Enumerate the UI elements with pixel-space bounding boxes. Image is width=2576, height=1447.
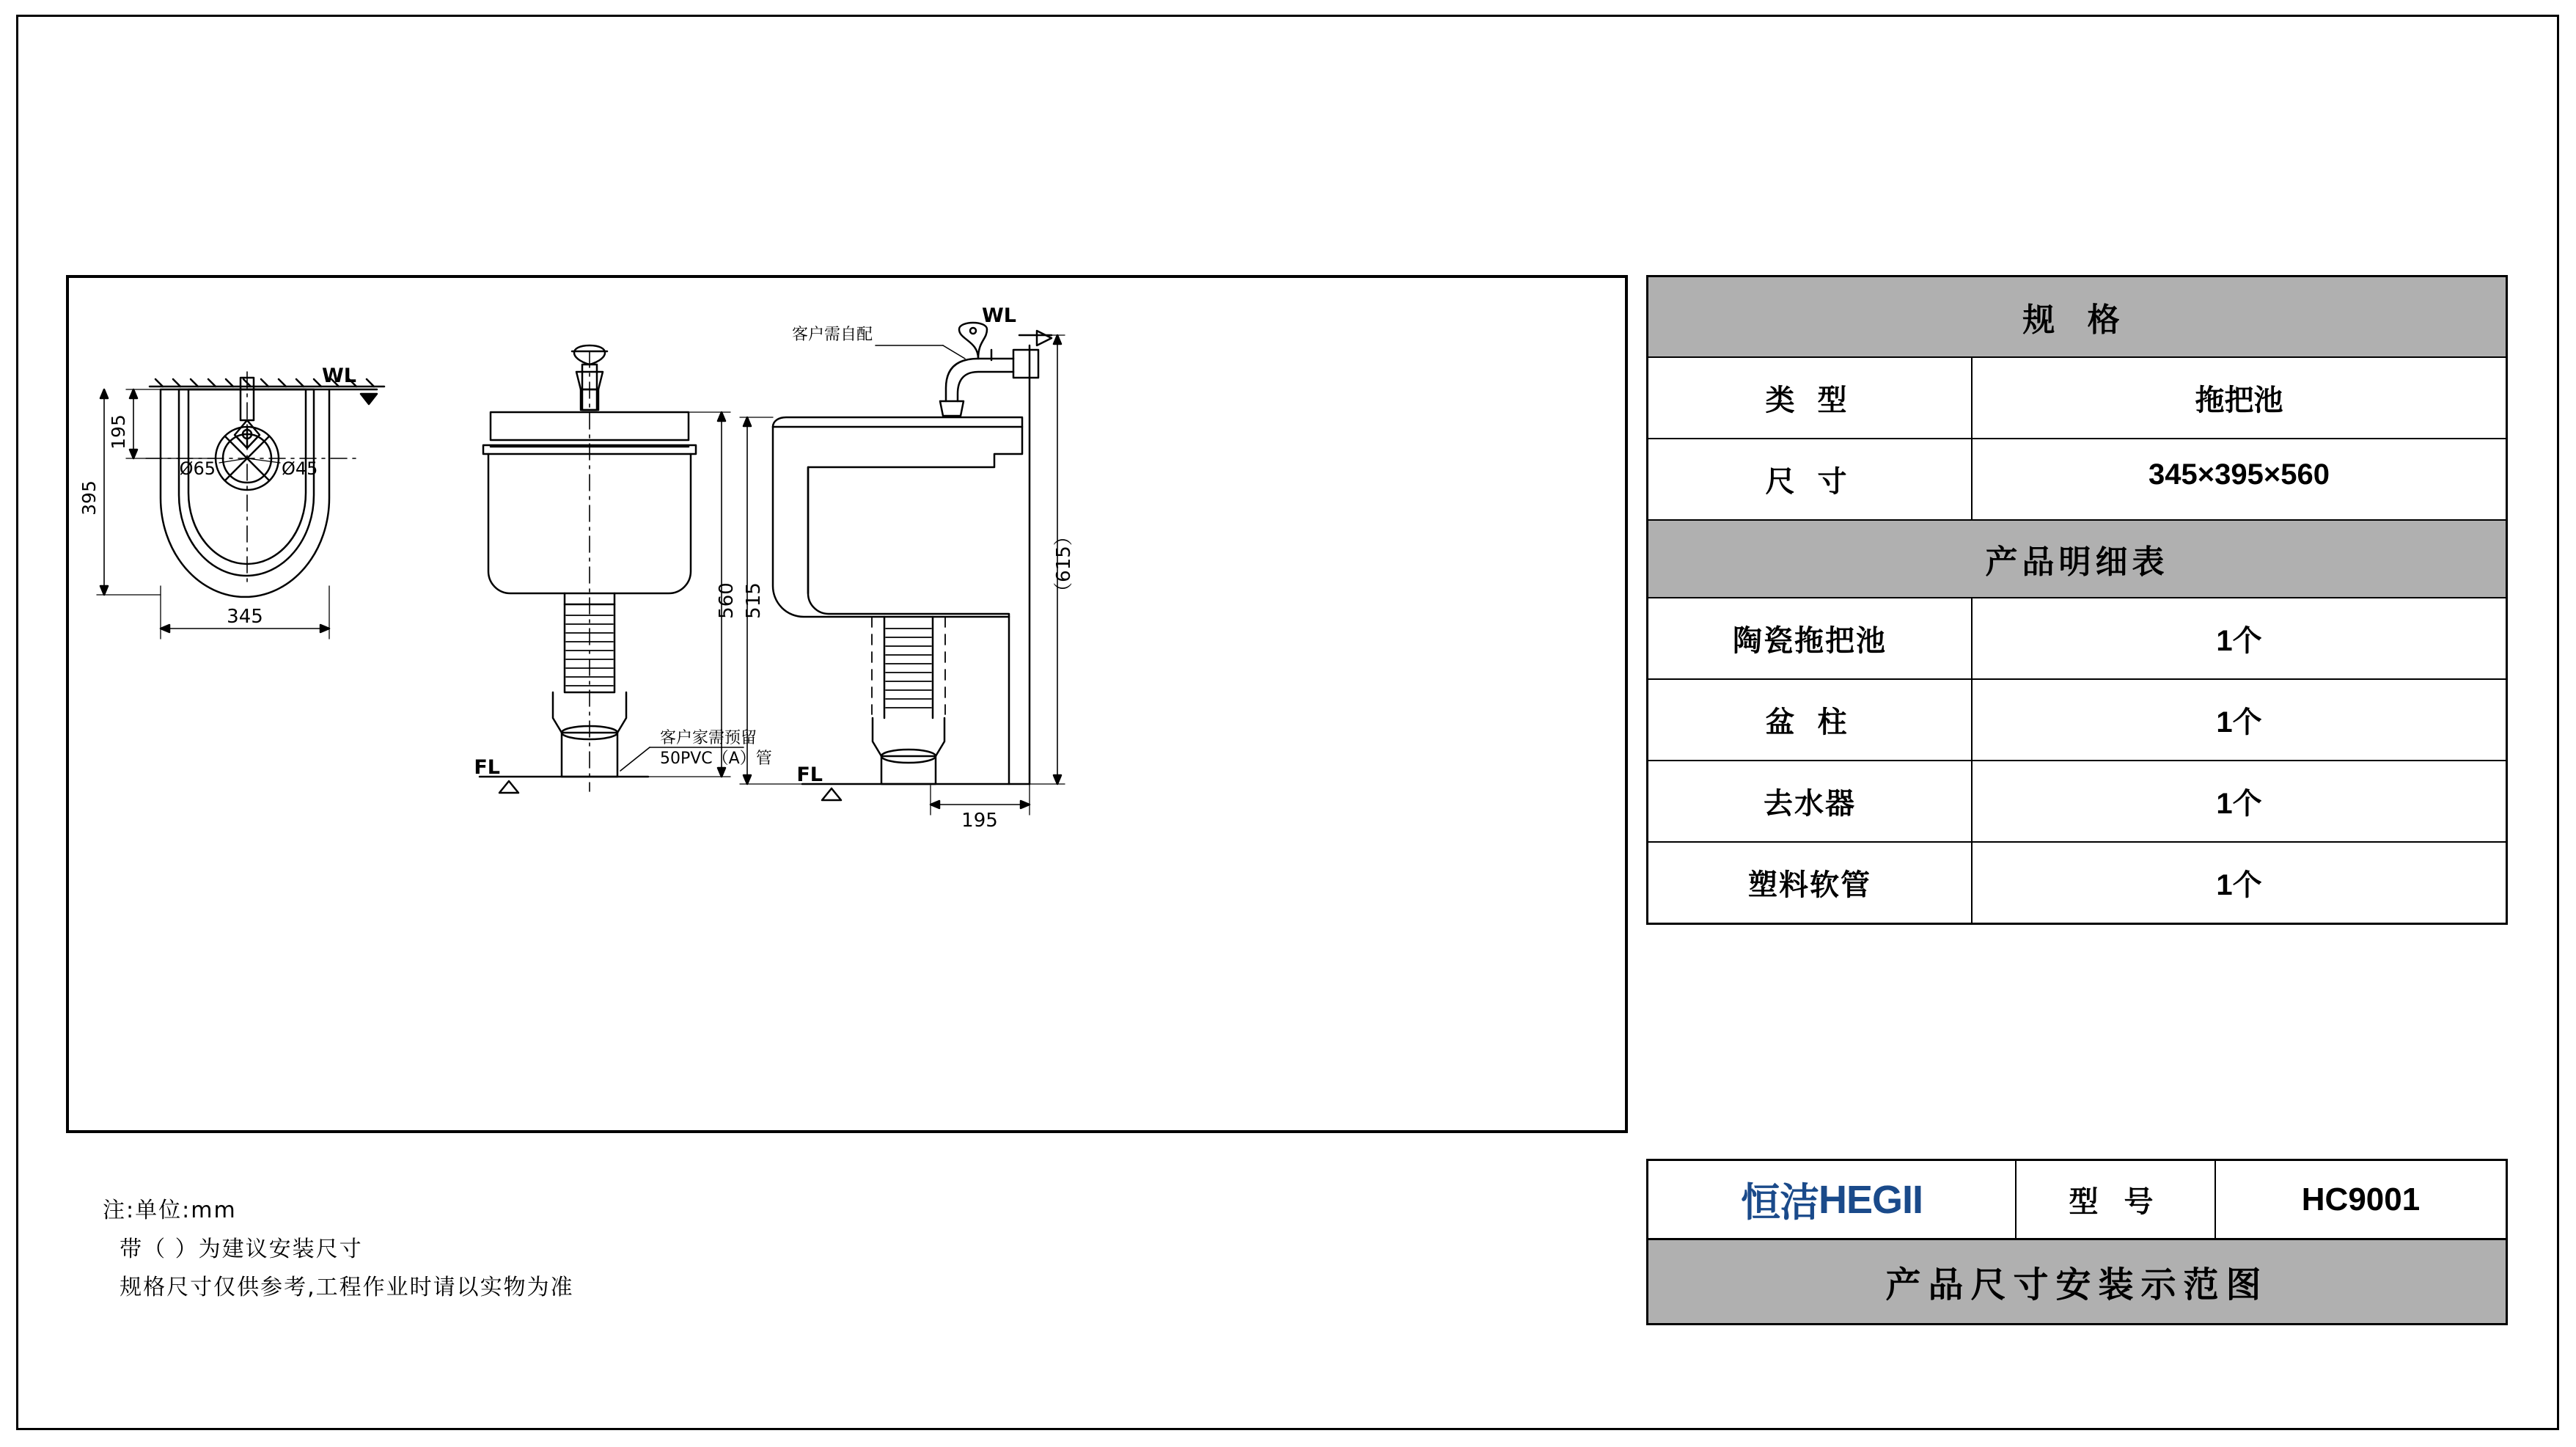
product-row-hose [1648,843,2506,923]
brand-logo-cn: 恒洁 [1740,1181,1819,1225]
note-pvc-line2: 50PVC（A）管 [660,750,772,768]
product-row-pedestal [1648,680,2506,761]
top-wl-label: WL [322,365,356,387]
note-customer-supplied: 客户需自配 [791,326,873,344]
spec-label-type: 类 型 [1648,358,1973,438]
side-dim-615: （615） [1053,527,1075,601]
product-qty-hose: 1个 [2216,869,2262,901]
side-fl-label: FL [796,763,823,786]
spec-label-size: 尺 寸 [1648,439,1973,519]
dia-45-label: Ø45 [282,458,318,479]
dia-65-label: Ø65 [179,458,216,479]
spec-table [1646,275,2508,925]
top-dim-395: 395 [78,480,100,516]
side-wl-label: WL [982,304,1016,327]
product-label-pedestal: 盆 柱 [1648,680,1973,760]
title-block [1646,1159,2508,1325]
front-dim-560: 560 [716,582,738,619]
side-dim-195: 195 [961,810,998,832]
note-line-1: 注:单位:mm [103,1198,237,1223]
brand-logo-en: HEGII [1818,1177,1923,1222]
model-value: HC9001 [2301,1181,2421,1217]
product-label-drainer: 去水器 [1648,761,1973,841]
product-label-ceramic: 陶瓷拖把池 [1648,598,1973,678]
product-row-ceramic [1648,598,2506,680]
side-dim-515: 515 [743,582,765,619]
product-qty-drainer: 1个 [2216,788,2262,820]
product-qty-pedestal: 1个 [2216,706,2262,739]
spec-row-type [1648,356,2506,439]
brand-logo [1648,1161,2017,1238]
technical-drawing [69,278,1625,1130]
title-block-row [1648,1161,2506,1240]
model-label: 型 号 [2017,1161,2216,1238]
product-row-drainer [1648,761,2506,843]
notes-block [103,1192,574,1308]
product-label-hose: 塑料软管 [1648,843,1973,923]
spec-title: 规 格 [1648,277,2506,356]
note-line-3: 规格尺寸仅供参考,工程作业时请以实物为准 [103,1275,574,1300]
spec-value-size: 345×395×560 [2148,458,2330,491]
spec-value-type: 拖把池 [2195,384,2283,417]
top-dim-195: 195 [108,414,129,450]
top-dim-345: 345 [227,606,263,628]
product-list-title: 产品明细表 [1648,521,2506,598]
drawing-panel [66,275,1628,1133]
spec-row-size [1648,439,2506,521]
front-fl-label: FL [474,756,500,779]
product-qty-ceramic: 1个 [2216,625,2262,657]
note-pvc-line1: 客户家需预留 [660,729,757,747]
note-line-2: 带（ ）为建议安装尺寸 [103,1236,363,1262]
sheet-title: 产品尺寸安装示范图 [1648,1240,2506,1323]
